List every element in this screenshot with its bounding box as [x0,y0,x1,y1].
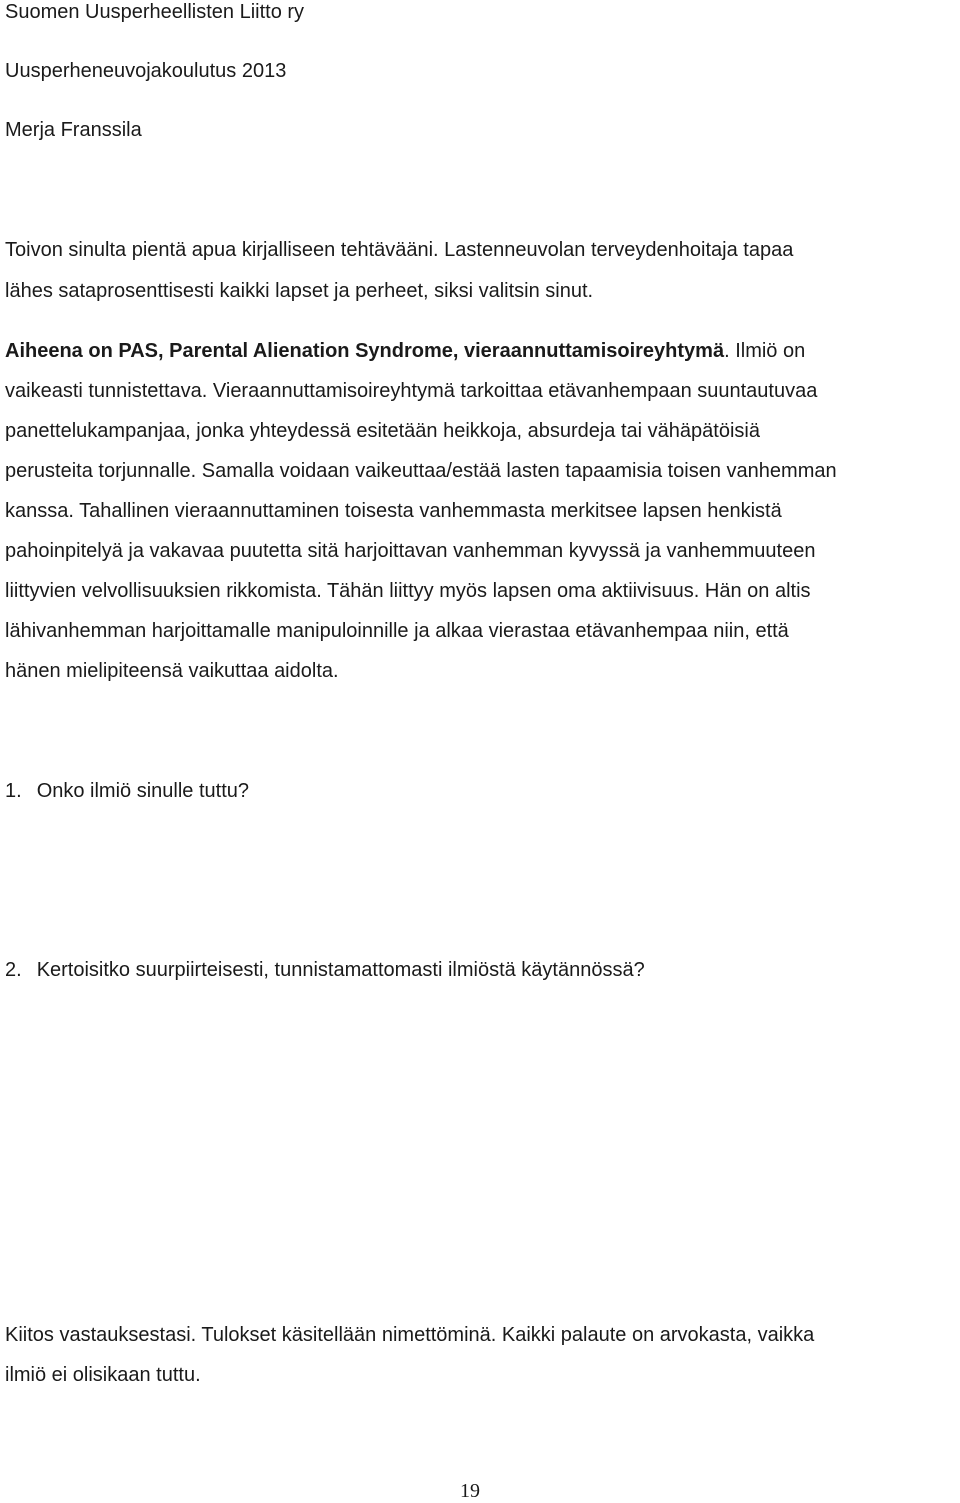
closing-line: Kiitos vastauksestasi. Tulokset käsitellään nimettöminä. Kaikki palaute on arvokasta, vaikka [5,1324,815,1346]
topic-line [5,339,805,363]
topic-line: panettelukampanjaa, jonka yhteydessä esitetään heikkoja, absurdeja tai vähäpätöisiä [5,420,760,442]
topic-line: kanssa. Tahallinen vieraannuttaminen toisesta vanhemmasta merkitsee lapsen henkistä [5,500,782,522]
topic-line: hänen mielipiteensä vaikuttaa aidolta. [5,660,339,682]
topic-line: lähivanhemman harjoittamalle manipuloinnille ja alkaa vierastaa etävanhempaa niin, että [5,620,789,642]
closing-line: ilmiö ei olisikaan tuttu. [5,1364,201,1386]
topic-bold-text: Aiheena on PAS, Parental Alienation Syndrome, vieraannuttamisoireyhtymä [5,340,725,362]
topic-line: liittyvien velvollisuuksien rikkomista. Tähän liittyy myös lapsen oma aktiivisuus. Hän on altis [5,580,811,602]
question-2 [5,958,645,982]
question-text: Kertoisitko suurpiirteisesti, tunnistamattomasti ilmiöstä käytännössä? [36,959,645,981]
intro-line: Toivon sinulta pientä apua kirjalliseen tehtävääni. Lastenneuvolan terveydenhoitaja tapaa [5,239,794,261]
topic-line: pahoinpitelyä ja vakavaa puutetta sitä harjoittavan vanhemman kyvyssä ja vanhemmuuteen [5,540,816,562]
question-text: Onko ilmiö sinulle tuttu? [36,780,250,802]
author-name: Merja Franssila [5,119,142,141]
page-number: 19 [460,1480,480,1502]
topic-line: perusteita torjunnalle. Samalla voidaan vaikeuttaa/estää lasten tapaamisia toisen vanhemman [5,460,837,482]
topic-text: . Ilmiö on [724,340,806,362]
question-1 [5,779,249,803]
intro-line: lähes sataprosenttisesti kaikki lapset ja perheet, siksi valitsin sinut. [5,280,594,302]
course-name: Uusperheneuvojakoulutus 2013 [5,60,287,82]
question-number: 2. [5,959,22,981]
question-number: 1. [5,780,22,802]
topic-line: vaikeasti tunnistettava. Vieraannuttamisoireyhtymä tarkoittaa etävanhempaan suuntautuvaa [5,380,818,402]
organization-name: Suomen Uusperheellisten Liitto ry [5,1,305,23]
